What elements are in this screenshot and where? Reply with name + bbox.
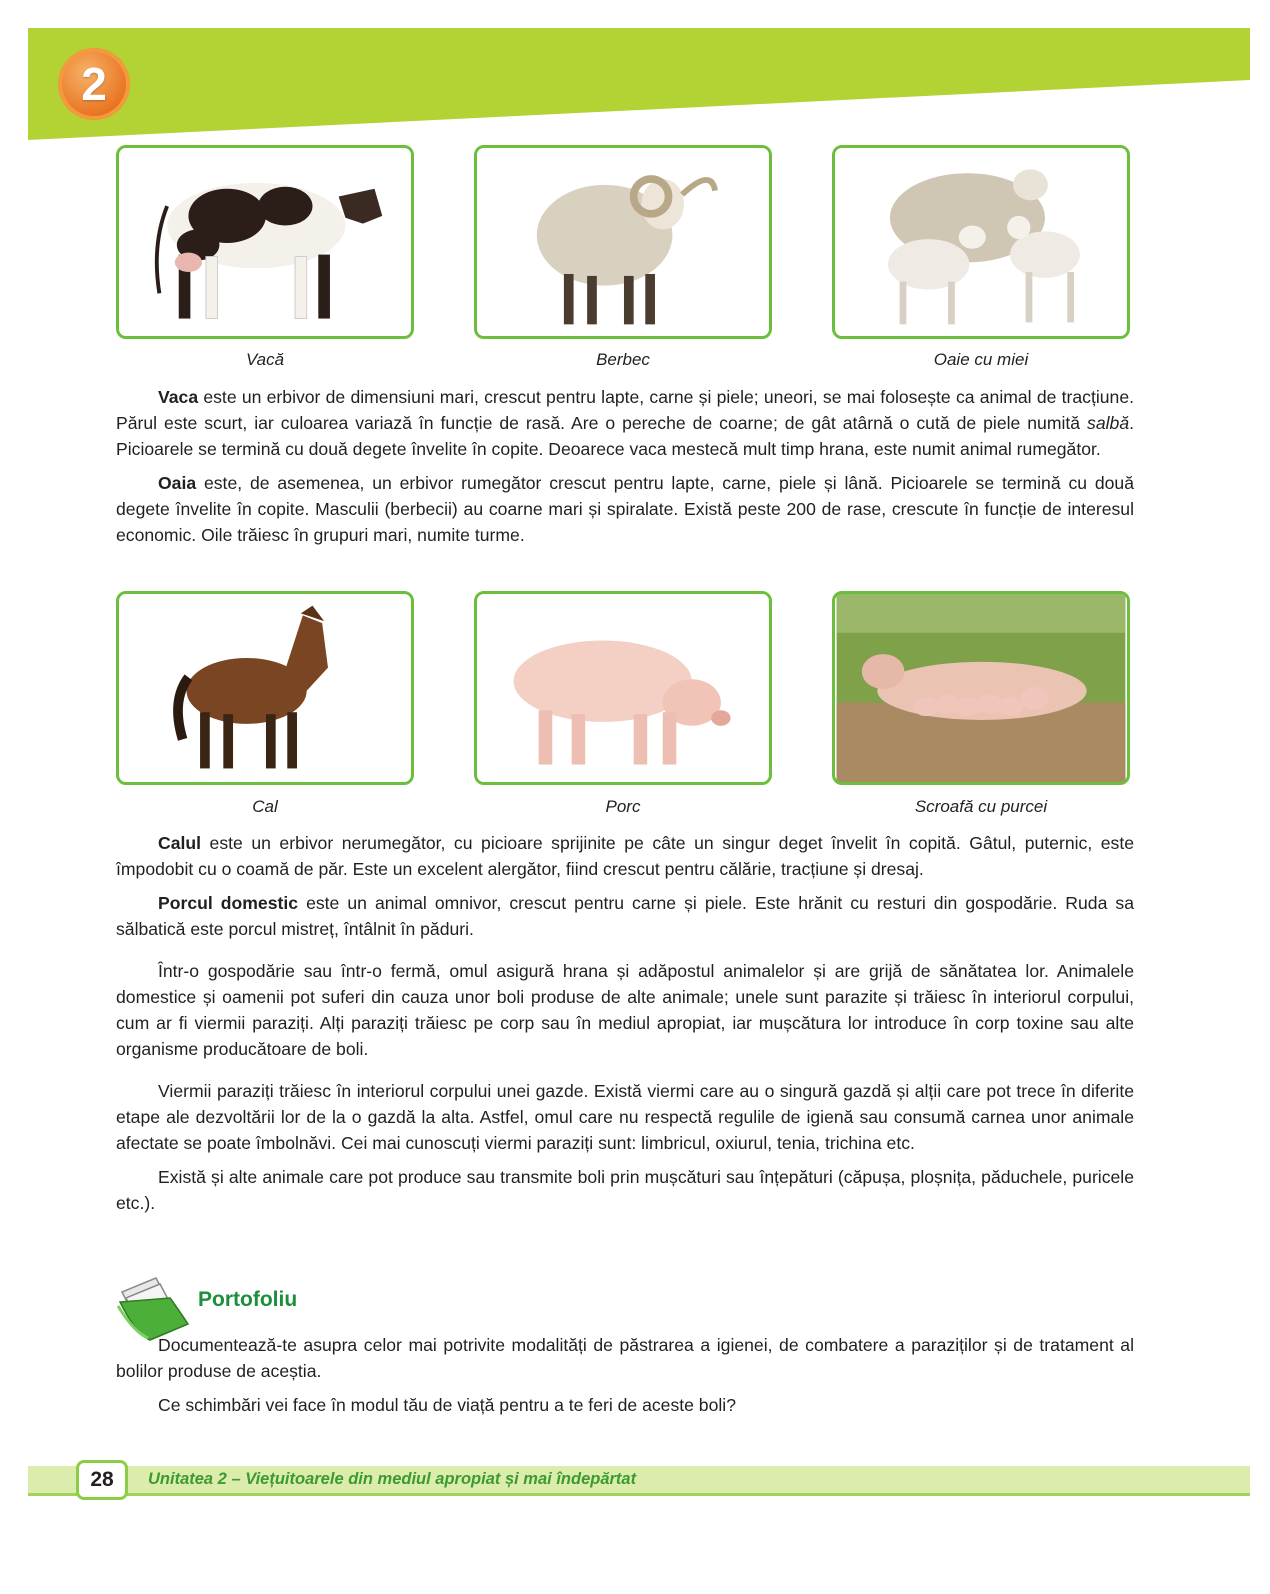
horse-photo (116, 591, 414, 785)
page-number: 28 (76, 1460, 128, 1500)
caption-sow-with-piglets: Scroafă cu purcei (914, 797, 1048, 816)
sow-with-piglets-photo (832, 591, 1130, 785)
header-banner (28, 28, 1250, 140)
paragraph-pig: Porcul domestic este un animal omnivor, crescut pentru carne și piele. Este hrănit cu resturi din gospodărie. Ruda sa sălbatică este porcul mistreț, întâlnit în păduri. (116, 893, 1134, 939)
caption-sheep-with-lambs: Oaie cu miei (933, 350, 1029, 369)
unit-number: 2 (81, 58, 107, 110)
unit-number-badge (58, 48, 130, 120)
caption-cow: Vacă (245, 350, 285, 369)
sheep-with-lambs-photo (832, 145, 1130, 339)
text-block-1 (116, 384, 1134, 556)
ram-photo (474, 145, 772, 339)
paragraph-parasitic-worms: Viermii paraziți trăiesc în interiorul corpului unei gazde. Există viermi care au o singură gazdă și alții care pot trece în diferite etape ale dezvoltării lor de la o gazdă la alta. Astfel, omul care nu respectă regulile de igienă sau consumă carnea unor animale afectate se poate îmbolnăvi. Cei mai cunoscuți viermi paraziți sunt: limbricul, oxiurul, tenia, trichina etc. (116, 1081, 1134, 1153)
caption-ram: Berbec (596, 350, 650, 369)
paragraph-other-animals: Există și alte animale care pot produce sau transmite boli prin mușcături sau înțepături (căpușa, ploșnița, păduchele, puricele etc.). (116, 1167, 1134, 1213)
portfolio-title: Portofoliu (198, 1288, 298, 1311)
paragraph-cow: Vaca este un erbivor de dimensiuni mari, crescut pentru lapte, carne și piele; uneori, se mai folosește ca animal de tracțiune. Părul este scurt, iar culoarea variază în funcție de rasă. Are o pereche de coarne; de gât atârnă o cută de piele numită salbă. Picioarele se termină cu două degete învelite în copite. Deoarece vaca mestecă mult timp hrana, este numit animal rumegător. (116, 387, 1134, 459)
caption-pig: Porc (605, 797, 641, 816)
paragraph-sheep: Oaia este, de asemenea, un erbivor rumegător crescut pentru lapte, carne, piele și lână. Picioarele se termină cu două degete învelite în copite. Masculii (berbecii) au coarne mari și spiralate. Există peste 200 de rase, crescute în funcție de interesul economic. Oile trăiesc în grupuri mari, numite turme. (116, 473, 1134, 545)
portfolio-question-1: Documentează-te asupra celor mai potrivite modalități de păstrarea a igienei, de combatere a paraziților și de tratament al bolilor produse de aceștia. (116, 1335, 1134, 1381)
text-block-2 (116, 830, 1134, 1224)
pig-photo (474, 591, 772, 785)
portfolio-text (116, 1332, 1134, 1426)
paragraph-horse: Calul este un erbivor nerumegător, cu picioare sprijinite pe câte un singur deget învelit în copită. Gâtul, puternic, este împodobit cu o coamă de păr. Este un excelent alergător, fiind crescut pentru călărie, tracțiune și dresaj. (116, 833, 1134, 879)
footer-unit-title: Unitatea 2 – Viețuitoarele din mediul apropiat și mai îndepărtat (148, 1470, 637, 1488)
portfolio-question-2: Ce schimbări vei face în modul tău de viață pentru a te feri de aceste boli? (158, 1395, 736, 1415)
paragraph-household: Într-o gospodărie sau într-o fermă, omul asigură hrana și adăpostul animalelor și are grijă de sănătatea lor. Animalele domestice și oamenii pot suferi din cauza unor boli produse de alte animale; unele sunt parazite și trăiesc în interiorul corpului, cum ar fi viermii paraziți. Alți paraziți trăiesc pe corp sau în mediul apropiat, iar mușcătura lor introduce în corp toxine sau alte organisme producătoare de boli. (116, 961, 1134, 1059)
caption-horse: Cal (252, 797, 278, 816)
cow-photo (116, 145, 414, 339)
